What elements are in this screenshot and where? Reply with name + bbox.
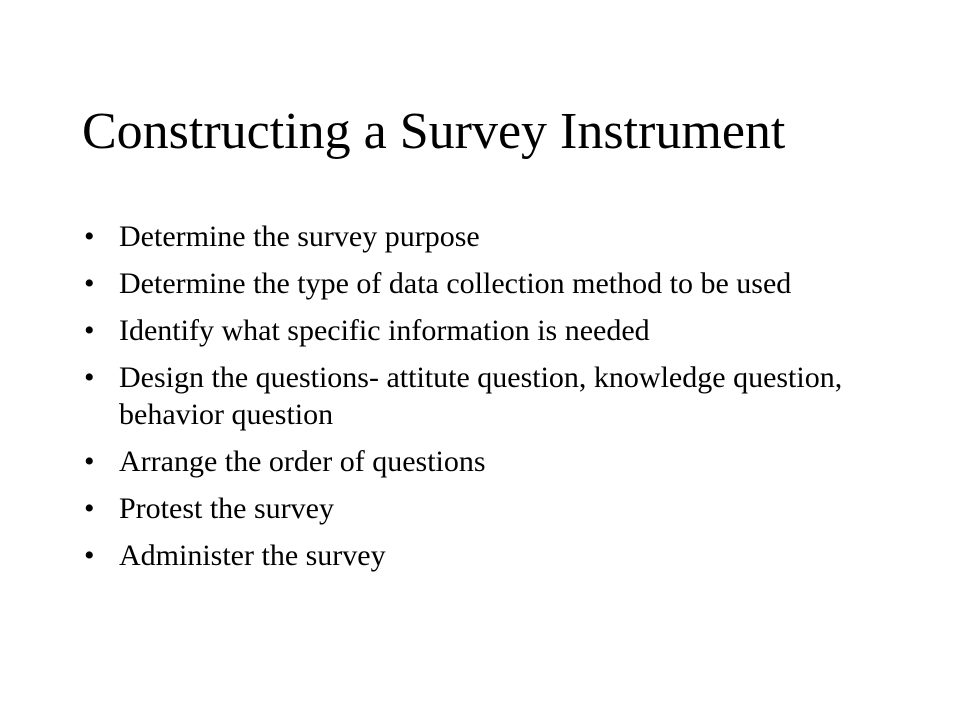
bullet-icon: •: [84, 220, 95, 253]
bullet-list: [82, 218, 902, 584]
list-item-text: Design the questions- attitute question, knowledge question, behavior question: [119, 361, 843, 431]
list-item: [82, 359, 902, 433]
bullet-icon: •: [84, 539, 95, 572]
list-item-text: Protest the survey: [119, 492, 334, 525]
list-item-text: Administer the survey: [119, 539, 386, 572]
slide-title: Constructing a Survey Instrument: [82, 103, 786, 160]
list-item: [82, 265, 902, 302]
bullet-icon: •: [84, 445, 95, 478]
bullet-icon: •: [84, 314, 95, 347]
bullet-icon: •: [84, 492, 95, 525]
bullet-icon: •: [84, 361, 95, 394]
bullet-icon: •: [84, 267, 95, 300]
list-item-text: Determine the type of data collection method to be used: [119, 267, 792, 300]
list-item-text: Arrange the order of questions: [119, 445, 486, 478]
list-item-text: Determine the survey purpose: [119, 220, 480, 253]
list-item: [82, 537, 902, 574]
list-item: [82, 312, 902, 349]
list-item: [82, 443, 902, 480]
list-item: [82, 218, 902, 255]
list-item: [82, 490, 902, 527]
list-item-text: Identify what specific information is needed: [119, 314, 650, 347]
